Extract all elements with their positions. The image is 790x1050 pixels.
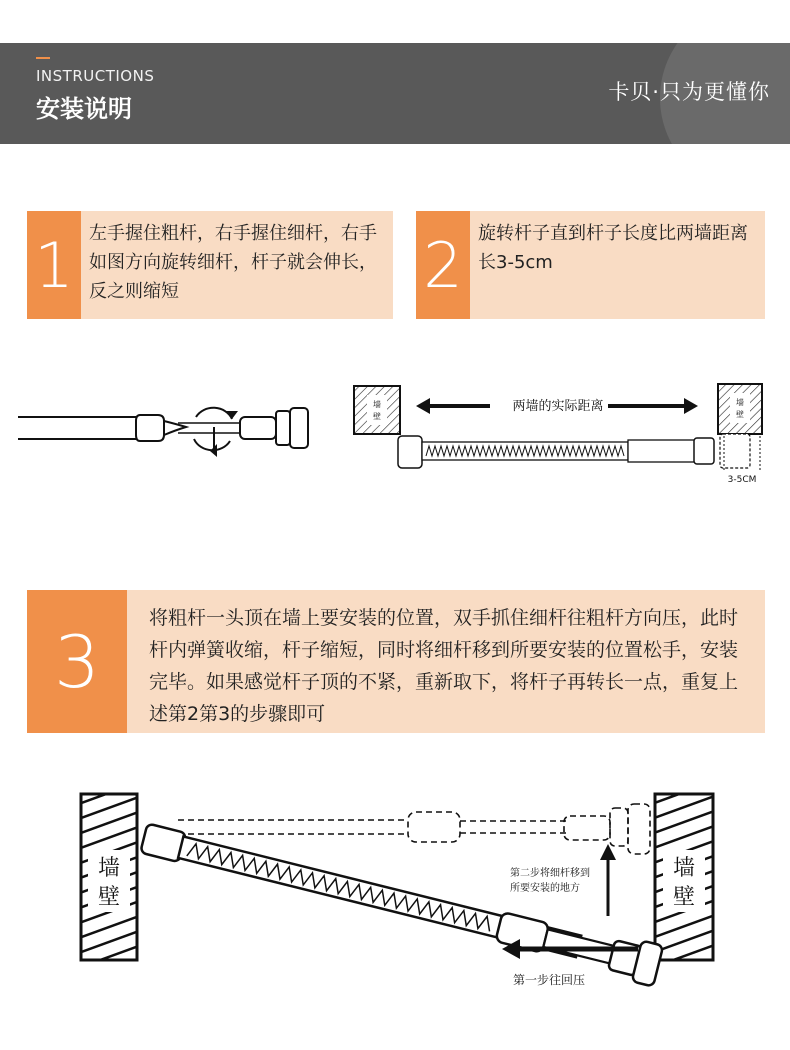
rotation-illustration bbox=[18, 395, 318, 465]
step1-annotation: 第一步往回压 bbox=[513, 973, 586, 987]
header-accent-line bbox=[36, 57, 50, 59]
step-3-number: 3 bbox=[27, 590, 127, 733]
svg-text:壁: 壁 bbox=[97, 885, 121, 910]
step-1-number: 1 bbox=[27, 211, 81, 319]
step-1-box bbox=[27, 211, 393, 319]
header-en-title: INSTRUCTIONS bbox=[36, 67, 155, 85]
header-cn-title: 安装说明 bbox=[36, 95, 132, 123]
distance-illustration bbox=[350, 378, 770, 488]
svg-text:壁: 壁 bbox=[736, 410, 744, 419]
step-3-box bbox=[27, 590, 765, 733]
page-header bbox=[0, 43, 790, 144]
step-1-text: 左手握住粗杆，右手握住细杆，右手如图方向旋转细杆，杆子就会伸长，反之则缩短 bbox=[89, 223, 377, 302]
svg-text:壁: 壁 bbox=[672, 885, 696, 910]
left-wall-small-label: 墙 bbox=[373, 400, 381, 409]
svg-text:壁: 壁 bbox=[373, 412, 381, 421]
right-wall-label: 墙 bbox=[672, 856, 696, 881]
left-wall-label: 墙 bbox=[97, 856, 121, 881]
step-2-box bbox=[416, 211, 765, 319]
installation-illustration bbox=[78, 788, 718, 998]
step2-annotation-line1: 第二步将细杆移到 bbox=[510, 868, 590, 879]
distance-label: 两墙的实际距离 bbox=[512, 399, 604, 414]
step2-annotation-line2: 所要安装的地方 bbox=[510, 883, 580, 894]
step-3-text: 将粗杆一头顶在墙上要安装的位置，双手抓住细杆往粗杆方向压，此时杆内弹簧收缩，杆子缩短，同时将细杆移到所要安装的位置松手，安装完毕。如果感觉杆子顶的不紧，重新取下，将杆子再转长一点，重复上述第2第3的步骤即可 bbox=[149, 607, 739, 725]
step-2-number: 2 bbox=[416, 211, 470, 319]
gap-label: 3-5CM bbox=[727, 475, 757, 485]
step-2-text: 旋转杆子直到杆子长度比两墙距离长3-5cm bbox=[478, 223, 748, 273]
right-wall-small-label: 墙 bbox=[736, 398, 744, 407]
header-slogan: 卡贝·只为更懂你 bbox=[608, 80, 770, 104]
